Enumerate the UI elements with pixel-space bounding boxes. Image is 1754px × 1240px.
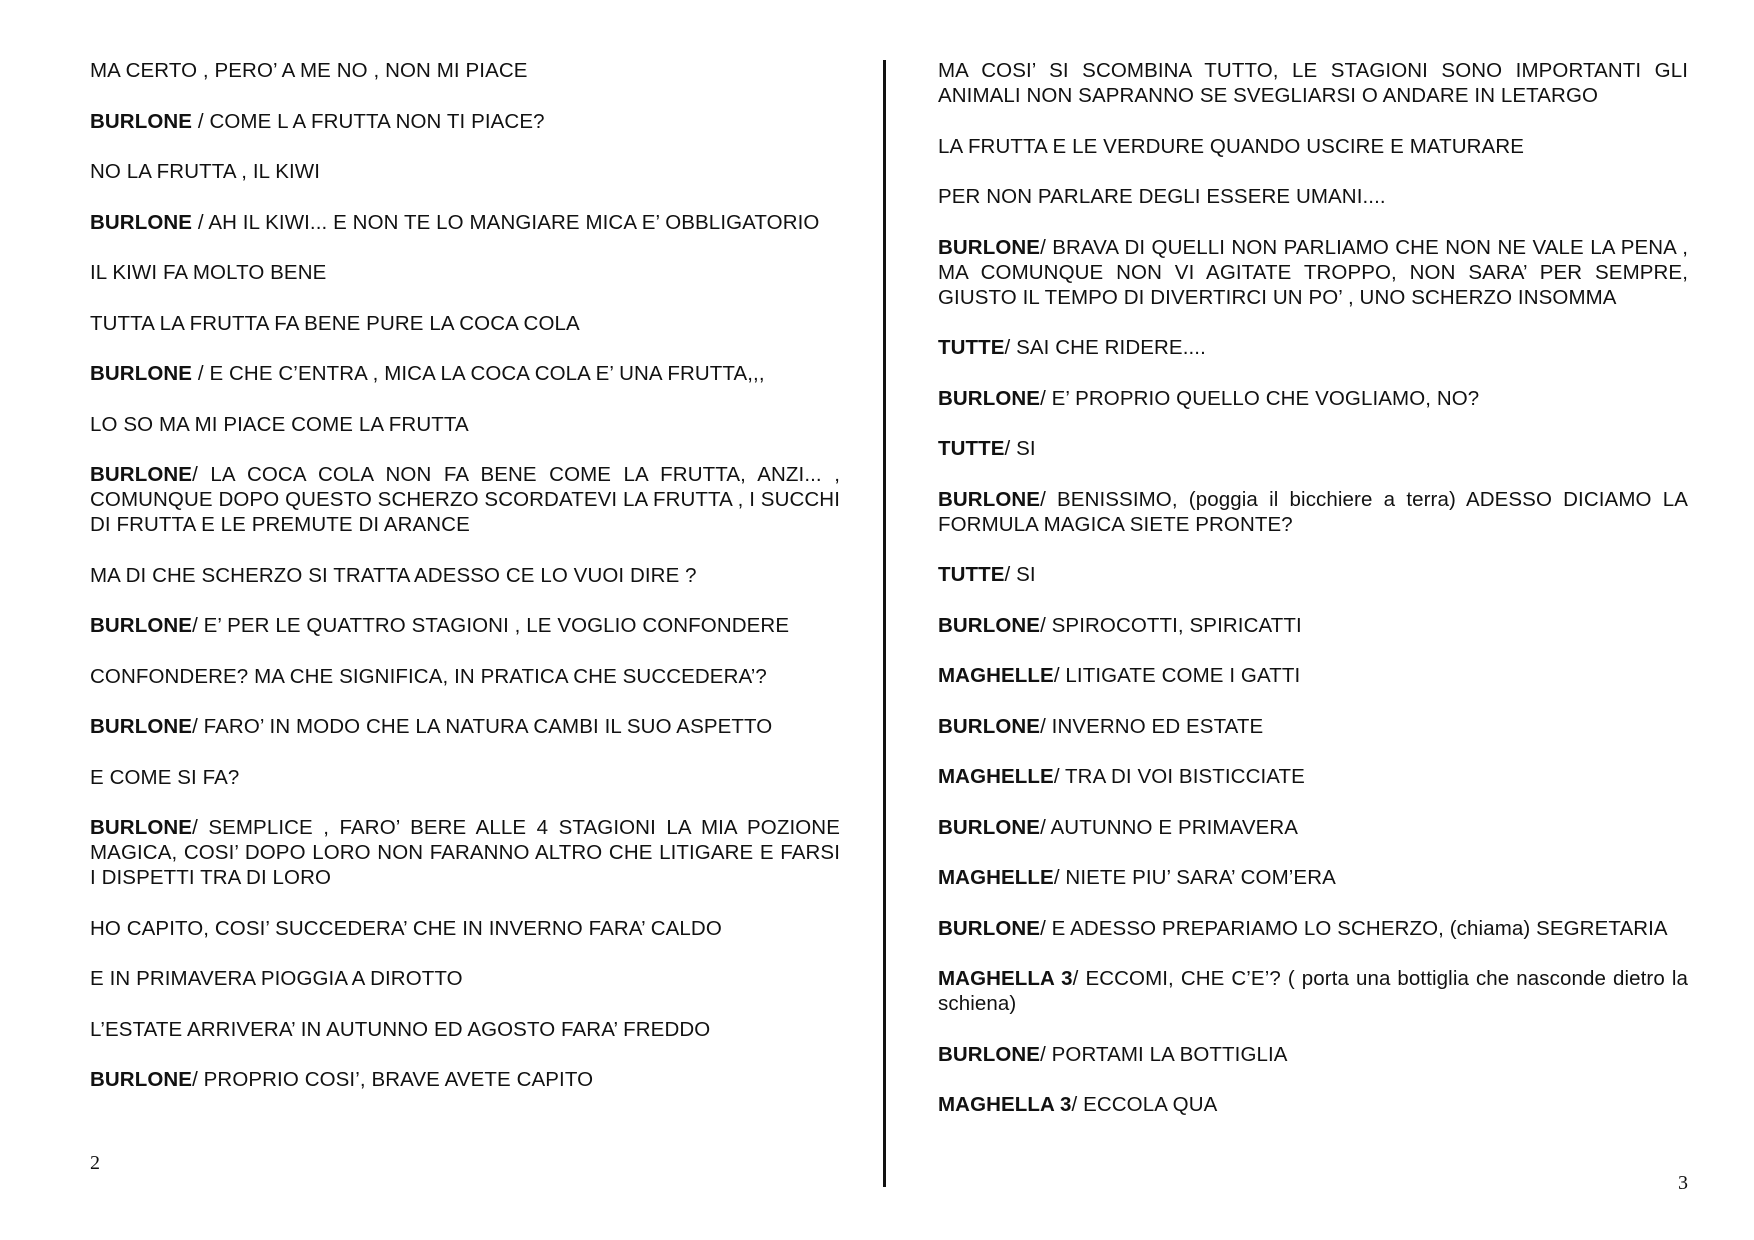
dialogue-line [90,966,840,991]
dialogue-line [90,361,840,386]
line-text: / AH IL KIWI... E NON TE LO MANGIARE MICA E’ OBBLIGATORIO [192,210,820,234]
speaker-name: MAGHELLA 3 [938,967,1073,990]
dialogue-line [938,966,1688,1016]
dialogue-line [90,109,840,134]
speaker-name: BURLONE [90,614,193,637]
dialogue-line [938,386,1688,411]
dialogue-line [938,235,1688,310]
left-page-script [90,58,840,1118]
dialogue-line [90,462,840,537]
dialogue-line [938,58,1688,108]
dialogue-line [90,613,840,638]
right-page-script [938,58,1688,1143]
dialogue-line [90,765,840,790]
speaker-name: MAGHELLE [938,664,1054,687]
line-text: / SEMPLICE , FARO’ BERE ALLE 4 STAGIONI LA MIA POZIONE MAGICA, COSI’ DOPO LORO NON FARANNO ALTRO CHE LITIGARE E FARSI I DISPETTI TRA DI LORO [90,816,840,889]
dialogue-line [90,210,840,235]
line-text: / AUTUNNO E PRIMAVERA [1040,815,1299,839]
speaker-name: BURLONE [938,815,1041,839]
line-text: / PROPRIO COSI’, BRAVE AVETE CAPITO [192,1068,594,1091]
dialogue-line [938,335,1688,360]
line-text: / SPIROCOTTI, SPIRICATTI [1040,613,1302,637]
speaker-name: BURLONE [938,1042,1041,1066]
speaker-name: TUTTE [938,437,1005,460]
line-text: IL KIWI FA MOLTO BENE [90,261,327,284]
line-text: / SI [1004,563,1036,586]
speaker-name: MAGHELLE [938,765,1054,788]
dialogue-line [938,764,1688,789]
line-text: / TRA DI VOI BISTICCIATE [1053,765,1305,788]
line-text: LO SO MA MI PIACE COME LA FRUTTA [90,412,469,436]
line-text: MA CERTO , PERO’ A ME NO , NON MI PIACE [90,59,528,82]
speaker-name: BURLONE [938,916,1041,940]
speaker-name: BURLONE [90,109,193,133]
line-text: / NIETE PIU’ SARA’ COM’ERA [1053,866,1336,889]
line-text: / BENISSIMO, (poggia il bicchiere a terra) ADESSO DICIAMO LA FORMULA MAGICA SIETE PRONTE? [938,487,1688,536]
speaker-name: MAGHELLE [938,866,1054,889]
dialogue-line [938,134,1688,159]
dialogue-line [90,563,840,588]
dialogue-line [90,311,840,336]
line-text: / E CHE C’ENTRA , MICA LA COCA COLA E’ UNA FRUTTA,,, [192,362,765,385]
line-text: / ECCOLA QUA [1071,1093,1218,1116]
line-text: / COME L A FRUTTA NON TI PIACE? [192,109,545,133]
speaker-name: BURLONE [90,210,193,234]
line-text: / SI [1004,437,1036,460]
dialogue-line [938,436,1688,461]
speaker-name: BURLONE [938,386,1041,410]
dialogue-line [938,613,1688,638]
left-page-number: 2 [90,1152,100,1174]
line-text: / E ADESSO PREPARIAMO LO SCHERZO, (chiama) SEGRETARIA [1040,916,1668,940]
line-text: / PORTAMI LA BOTTIGLIA [1040,1042,1288,1066]
line-text: HO CAPITO, COSI’ SUCCEDERA’ CHE IN INVERNO FARA’ CALDO [90,916,722,940]
speaker-name: BURLONE [938,714,1041,738]
line-text: / SAI CHE RIDERE.... [1004,336,1206,359]
line-text: E COME SI FA? [90,765,240,789]
dialogue-line [90,664,840,689]
dialogue-line [938,1042,1688,1067]
speaker-name: BURLONE [938,235,1041,259]
speaker-name: TUTTE [938,563,1005,586]
dialogue-line [90,1067,840,1092]
left-page [90,0,840,1240]
line-text: / E’ PER LE QUATTRO STAGIONI , LE VOGLIO CONFONDERE [192,614,790,637]
dialogue-line [938,916,1688,941]
speaker-name: BURLONE [90,362,193,385]
dialogue-line [938,487,1688,537]
right-page-number: 3 [1678,1172,1688,1194]
speaker-name: BURLONE [90,816,193,839]
line-text: LA FRUTTA E LE VERDURE QUANDO USCIRE E MATURARE [938,134,1525,158]
dialogue-line [90,714,840,739]
dialogue-line [938,663,1688,688]
speaker-name: TUTTE [938,336,1005,359]
dialogue-line [90,1017,840,1042]
line-text: CONFONDERE? MA CHE SIGNIFICA, IN PRATICA CHE SUCCEDERA’? [90,664,767,688]
line-text: / LA COCA COLA NON FA BENE COME LA FRUTTA, ANZI... , COMUNQUE DOPO QUESTO SCHERZO SCORDATEVI LA FRUTTA , I SUCCHI DI FRUTTA E LE PREMUTE DI ARANCE [90,463,840,536]
dialogue-line [90,815,840,890]
dialogue-line [938,1092,1688,1117]
line-text: NO LA FRUTTA , IL KIWI [90,160,321,183]
line-text: E IN PRIMAVERA PIOGGIA A DIROTTO [90,967,463,990]
dialogue-line [938,815,1688,840]
speaker-name: BURLONE [90,463,193,486]
line-text: / INVERNO ED ESTATE [1040,714,1264,738]
line-text: / E’ PROPRIO QUELLO CHE VOGLIAMO, NO? [1040,386,1480,410]
speaker-name: BURLONE [90,1068,193,1091]
line-text: PER NON PARLARE DEGLI ESSERE UMANI.... [938,185,1386,208]
line-text: L’ESTATE ARRIVERA’ IN AUTUNNO ED AGOSTO FARA’ FREDDO [90,1017,711,1041]
line-text: / FARO’ IN MODO CHE LA NATURA CAMBI IL SUO ASPETTO [192,715,773,738]
right-page [938,0,1688,1240]
dialogue-line [938,865,1688,890]
dialogue-line [90,412,840,437]
dialogue-line [90,916,840,941]
dialogue-line [938,562,1688,587]
speaker-name: BURLONE [938,613,1041,637]
dialogue-line [938,714,1688,739]
dialogue-line [90,260,840,285]
dialogue-line [938,184,1688,209]
dialogue-line [90,58,840,83]
page-divider [883,60,886,1187]
dialogue-line [90,159,840,184]
speaker-name: MAGHELLA 3 [938,1093,1072,1116]
line-text: / ECCOMI, CHE C’E’? ( porta una bottiglia che nasconde dietro la schiena) [938,967,1688,1015]
line-text: / LITIGATE COME I GATTI [1053,664,1301,687]
line-text: MA COSI’ SI SCOMBINA TUTTO, LE STAGIONI SONO IMPORTANTI GLI ANIMALI NON SAPRANNO SE SVEGLIARSI O ANDARE IN LETARGO [938,59,1688,107]
line-text: / BRAVA DI QUELLI NON PARLIAMO CHE NON NE VALE LA PENA , MA COMUNQUE NON VI AGITATE TROPPO, NON SARA’ PER SEMPRE, GIUSTO IL TEMPO DI DIVERTIRCI UN PO’ , UNO SCHERZO INSOMMA [938,235,1688,309]
line-text: MA DI CHE SCHERZO SI TRATTA ADESSO CE LO VUOI DIRE ? [90,563,697,587]
speaker-name: BURLONE [938,487,1041,511]
speaker-name: BURLONE [90,715,193,738]
line-text: TUTTA LA FRUTTA FA BENE PURE LA COCA COLA [90,311,580,335]
